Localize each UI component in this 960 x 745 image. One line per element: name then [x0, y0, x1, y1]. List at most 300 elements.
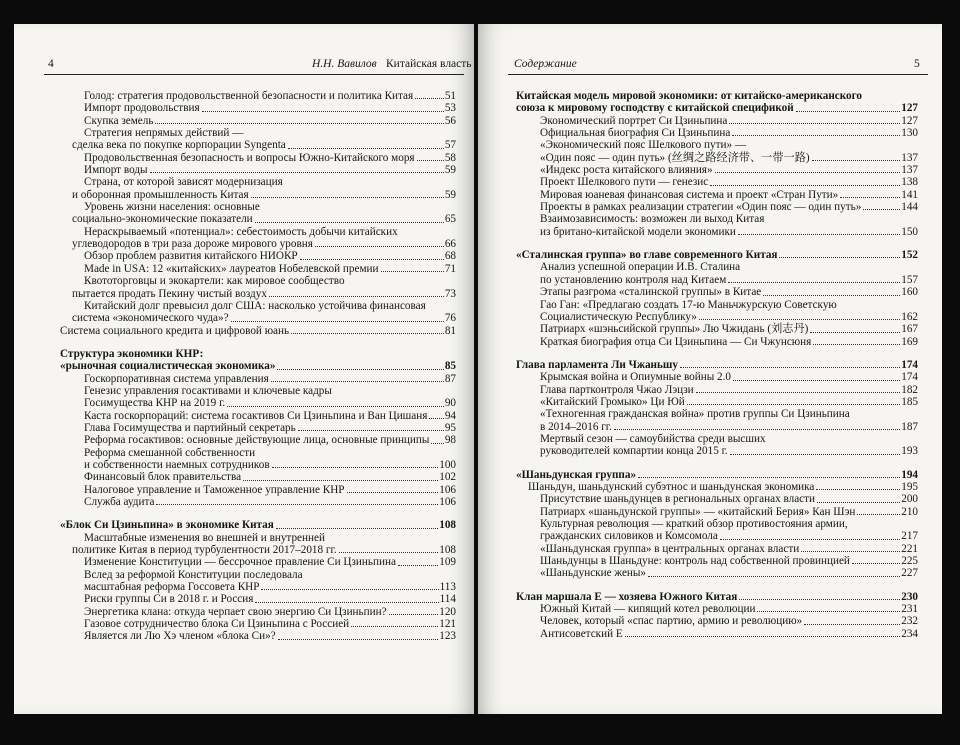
toc-entry-title: «Один пояс — один путь» (丝绸之路经济带、一带一路) — [540, 151, 810, 164]
toc-entry-title: Патриарх «шаньдунской группы» — «китайский Берия» Кан Шэн — [540, 505, 856, 518]
dot-leader — [739, 599, 900, 600]
toc-entry — [60, 581, 456, 593]
toc-entry — [60, 139, 456, 151]
toc-entry — [516, 408, 918, 420]
dot-leader — [277, 369, 443, 370]
dot-leader — [757, 611, 900, 612]
dot-leader — [733, 380, 900, 381]
toc-entry-title: Импорт воды — [84, 164, 148, 177]
toc-section-heading — [516, 90, 918, 102]
toc-entry-title: Квототорговцы и экокартели: как мировое сообщество — [84, 275, 345, 288]
dot-leader — [648, 576, 900, 577]
toc-entry-title: Взаимозависимость: возможен ли выход Китая — [540, 213, 765, 226]
toc-page-number: 106 — [439, 496, 456, 508]
toc-entry — [516, 201, 918, 213]
dot-leader — [276, 528, 438, 529]
toc-entry — [60, 127, 456, 139]
left-page-number: 4 — [48, 58, 54, 70]
dot-leader — [730, 454, 900, 455]
toc-page-number: 152 — [901, 249, 918, 262]
toc-page-number: 102 — [439, 471, 456, 484]
toc-entry-title: «Индекс роста китайского влияния» — [540, 164, 713, 177]
toc-entry-title: Газовое сотрудничество блока Си Цзиньпина с Россией — [84, 618, 350, 631]
toc-entry-title: Китайская модель мировой экономики: от китайско-американского — [516, 90, 863, 102]
dot-leader — [351, 626, 438, 627]
toc-entry — [60, 300, 456, 312]
dot-leader — [291, 333, 444, 334]
toc-entry — [60, 434, 456, 446]
toc-section-heading — [516, 591, 918, 603]
dot-leader — [738, 234, 900, 235]
toc-entry-title: «Сталинская группа» во главе современного Китая — [516, 249, 778, 262]
dot-leader — [796, 111, 901, 112]
toc-page-number: 127 — [901, 102, 918, 115]
dot-leader — [732, 135, 900, 136]
section-gap — [60, 337, 456, 348]
dot-leader — [779, 257, 900, 258]
toc-page-number: 73 — [444, 287, 456, 300]
toc-entry-title: Импорт продовольствия — [84, 102, 200, 115]
toc-entry-title: политике Китая в период турбулентности 2017–2018 гг. — [72, 544, 337, 557]
toc-page-number: 234 — [901, 627, 918, 640]
toc-page-number: 85 — [444, 360, 456, 373]
toc-entry — [60, 385, 456, 397]
toc-entry-title: Госкорпоративная система управления — [84, 372, 269, 385]
toc-entry-title: «Блок Си Цзиньпина» в экономике Китая — [60, 519, 274, 532]
toc-page-number: 51 — [444, 90, 456, 102]
toc-entry — [516, 189, 918, 201]
toc-entry — [60, 593, 456, 605]
dot-leader — [315, 246, 444, 247]
toc-entry — [60, 410, 456, 422]
toc-entry-title: сделка века по покупке корпорации Syngenta — [72, 139, 286, 152]
dot-leader — [389, 614, 439, 615]
toc-entry — [60, 189, 456, 201]
dot-leader — [202, 111, 444, 112]
toc-entry-title: Гао Ган: «Предлагаю создать 17-ю Маньчжурскую Советскую — [540, 298, 837, 311]
toc-entry-title: Краткая биография отца Си Цзиньпина — Си Чжунсюня — [540, 335, 812, 348]
toc-entry — [516, 396, 918, 408]
toc-entry — [60, 532, 456, 544]
dot-leader — [801, 551, 900, 552]
toc-entry-title: Госимущества КНР на 2019 г. — [84, 397, 226, 410]
toc-section-heading — [516, 469, 918, 481]
toc-entry — [516, 127, 918, 139]
dot-leader — [261, 589, 438, 590]
toc-page-number: 81 — [444, 324, 456, 337]
right-toc — [516, 90, 918, 640]
toc-page-number: 217 — [901, 530, 918, 543]
toc-entry — [516, 286, 918, 298]
section-gap — [516, 458, 918, 469]
toc-entry — [516, 445, 918, 457]
toc-entry-title: масштабная реформа Госсовета КНР — [84, 581, 260, 594]
dot-leader — [415, 98, 444, 99]
toc-page-number: 185 — [901, 395, 918, 408]
right-page — [478, 24, 942, 714]
section-gap — [516, 580, 918, 591]
dot-leader — [696, 392, 901, 393]
dot-leader — [269, 296, 444, 297]
toc-page-number: 127 — [901, 114, 918, 127]
left-page — [14, 24, 474, 714]
toc-entry-title: по установлению контроля над Китаем — [540, 273, 727, 286]
toc-entry — [60, 422, 456, 434]
dot-leader — [339, 552, 439, 553]
toc-page-number: 94 — [444, 409, 456, 422]
toc-page-number: 194 — [901, 468, 918, 481]
toc-entry — [60, 397, 456, 409]
toc-entry — [516, 481, 918, 493]
dot-leader — [813, 344, 900, 345]
toc-entry — [516, 226, 918, 238]
toc-entry — [60, 275, 456, 287]
toc-entry-title: Структура экономики КНР: — [60, 347, 204, 360]
toc-entry-title: и собственности наемных сотрудников — [84, 458, 270, 471]
toc-page-number: 57 — [444, 139, 456, 152]
toc-entry-title: Глава партконтроля Чжао Лэцзи — [540, 383, 694, 396]
toc-entry — [516, 493, 918, 505]
toc-entry — [60, 115, 456, 127]
toc-page-number: 120 — [439, 605, 456, 618]
toc-entry-title: Экономический портрет Си Цзиньпина — [540, 114, 728, 127]
toc-page-number: 167 — [901, 323, 918, 336]
left-header-title: Китайская власть — [386, 58, 472, 70]
section-gap — [60, 508, 456, 519]
toc-page-number: 59 — [444, 188, 456, 201]
toc-page-number: 225 — [901, 555, 918, 568]
toc-entry-title: Голод: стратегия продовольственной безопасности и политика Китая — [84, 90, 414, 102]
dot-leader — [298, 430, 444, 431]
toc-entry — [60, 176, 456, 188]
right-header-rule — [508, 74, 928, 75]
toc-entry-title: Скупка земель — [84, 114, 154, 127]
toc-entry-title: Генезис управления госактивами и ключевые кадры — [84, 384, 332, 397]
toc-entry-title: Каста госкорпораций: система госактивов Си Цзиньпина и Ван Цишаня — [84, 409, 428, 422]
toc-entry — [516, 555, 918, 567]
toc-entry — [60, 213, 456, 225]
toc-entry-title: Шаньдунцы в Шаньдуне: контроль над собственной провинцией — [540, 555, 850, 568]
toc-page-number: 68 — [444, 250, 456, 263]
toc-entry-title: Китайский долг превысил долг США: насколько устойчива финансовая — [84, 299, 426, 312]
dot-leader — [251, 197, 444, 198]
toc-entry-title: Человек, который «спас партию, армию и революцию» — [540, 615, 803, 628]
toc-entry-title: углеводородов в три раза дороже мирового уровня — [72, 238, 313, 251]
toc-entry — [60, 312, 456, 324]
toc-entry — [60, 201, 456, 213]
dot-leader — [699, 319, 900, 320]
toc-entry-title: система «экономического чуда»? — [72, 312, 229, 325]
toc-entry — [60, 471, 456, 483]
toc-page-number: 100 — [439, 458, 456, 471]
toc-entry — [516, 518, 918, 530]
toc-section-heading — [516, 102, 918, 114]
dot-leader — [638, 477, 900, 478]
toc-entry — [516, 261, 918, 273]
toc-page-number: 108 — [439, 544, 456, 557]
toc-entry-title: Крымская война и Опиумные войны 2.0 — [540, 371, 732, 384]
toc-page-number: 174 — [901, 358, 918, 371]
toc-page-number: 174 — [901, 371, 918, 384]
toc-page-number: 137 — [901, 164, 918, 177]
toc-entry — [60, 618, 456, 630]
toc-entry-title: и оборонная промышленность Китая — [72, 188, 249, 201]
dot-leader — [272, 467, 439, 468]
toc-page-number: 221 — [901, 542, 918, 555]
toc-page-number: 138 — [901, 176, 918, 189]
toc-entry — [60, 90, 456, 102]
toc-entry — [516, 421, 918, 433]
toc-entry-title: Присутствие шаньдунцев в региональных органах власти — [540, 493, 816, 506]
toc-entry — [516, 115, 918, 127]
toc-page-number: 53 — [444, 102, 456, 115]
toc-entry — [516, 384, 918, 396]
toc-page-number: 227 — [901, 567, 918, 580]
dot-leader — [728, 282, 900, 283]
toc-entry-title: Южный Китай — кипящий котел революции — [540, 603, 756, 616]
toc-page-number: 193 — [901, 445, 918, 458]
toc-entry-title: Глава парламента Ли Чжаньшу — [516, 358, 678, 371]
toc-entry — [60, 606, 456, 618]
left-toc — [60, 90, 456, 643]
right-page-number: 5 — [914, 58, 920, 70]
toc-entry-title: Антисоветский Е — [540, 627, 623, 640]
dot-leader — [271, 381, 444, 382]
dot-leader — [398, 565, 438, 566]
toc-page-number: 157 — [901, 273, 918, 286]
toc-entry — [60, 263, 456, 275]
toc-section-heading — [60, 348, 456, 360]
dot-leader — [710, 185, 900, 186]
toc-entry-title: Риски группы Си в 2018 г. и Россия — [84, 593, 254, 606]
toc-page-number: 66 — [444, 238, 456, 251]
toc-entry-title: Уровень жизни населения: основные — [84, 201, 260, 214]
dot-leader — [680, 367, 900, 368]
dot-leader — [243, 480, 438, 481]
toc-entry — [60, 569, 456, 581]
toc-entry — [516, 603, 918, 615]
toc-page-number: 130 — [901, 127, 918, 140]
toc-entry-title: Клан маршала Е — хозяева Южного Китая — [516, 590, 738, 603]
toc-page-number: 56 — [444, 114, 456, 127]
toc-entry-title: Налоговое управление и Таможенное управление КНР — [84, 483, 345, 496]
toc-section-heading — [60, 360, 456, 372]
toc-page-number: 195 — [901, 480, 918, 493]
toc-entry-title: Служба аудита — [84, 496, 155, 508]
toc-entry-title: Глава Госимущества и партийный секретарь — [84, 421, 296, 434]
toc-page-number: 113 — [439, 581, 456, 594]
toc-entry-title: руководителей компартии конца 2015 г. — [540, 445, 728, 458]
toc-entry — [60, 238, 456, 250]
toc-entry — [60, 102, 456, 114]
toc-page-number: 65 — [444, 213, 456, 226]
toc-page-number: 76 — [444, 312, 456, 325]
toc-entry — [60, 152, 456, 164]
dot-leader — [840, 197, 900, 198]
dot-leader — [381, 271, 444, 272]
toc-entry-title: «Китайский Громыко» Ци Юй — [540, 395, 685, 408]
toc-page-number: 87 — [444, 372, 456, 385]
toc-entry-title: Обзор проблем развития китайского НИОКР — [84, 250, 298, 263]
toc-entry-title: Финансовый блок правительства — [84, 471, 242, 484]
dot-leader — [300, 259, 444, 260]
toc-entry — [516, 139, 918, 151]
dot-leader — [715, 172, 901, 173]
toc-entry-title: Изменение Конституции — бессрочное правление Си Цзиньпина — [84, 556, 396, 569]
toc-entry-title: Культурная революция — краткий обзор противостояния армии, — [540, 518, 848, 530]
dot-leader — [150, 172, 444, 173]
toc-page-number: 58 — [444, 151, 456, 164]
toc-page-number: 109 — [439, 556, 456, 569]
toc-page-number: 187 — [901, 420, 918, 433]
toc-entry — [516, 323, 918, 335]
toc-page-number: 182 — [901, 383, 918, 396]
toc-page-number: 137 — [901, 151, 918, 164]
toc-page-number: 95 — [444, 421, 456, 434]
toc-entry-title: «Шаньдунская группа» в центральных органах власти — [540, 542, 800, 555]
toc-page-number: 230 — [901, 590, 918, 603]
toc-entry-title: Мертвый сезон — самоубийства среди высших — [540, 432, 766, 445]
toc-page-number: 144 — [901, 201, 918, 214]
toc-entry — [516, 567, 918, 579]
dot-leader — [863, 209, 900, 210]
toc-entry-title: из британо-китайской модели экономики — [540, 225, 736, 238]
dot-leader — [852, 563, 900, 564]
dot-leader — [255, 222, 444, 223]
toc-entry-title: Вслед за реформой Конституции последовала — [84, 568, 303, 581]
toc-entry-title: Стратегия непрямых действий — — [84, 127, 244, 140]
dot-leader — [155, 123, 443, 124]
toc-entry — [516, 615, 918, 627]
toc-entry — [516, 213, 918, 225]
toc-entry — [60, 288, 456, 300]
toc-entry-title: Является ли Лю Хэ членом «блока Си»? — [84, 630, 276, 643]
right-header-title: Содержание — [514, 58, 577, 70]
toc-entry-title: гражданских силовиков и Комсомола — [540, 530, 718, 543]
dot-leader — [816, 489, 900, 490]
toc-entry-title: Реформа смешанной собственности — [84, 446, 256, 459]
toc-entry — [60, 459, 456, 471]
toc-entry-title: Патриарх «шэньсийской группы» Лю Чжидань (刘志丹) — [540, 323, 809, 336]
toc-page-number: 114 — [439, 593, 456, 606]
toc-entry — [516, 371, 918, 383]
toc-page-number: 150 — [901, 225, 918, 238]
toc-entry-title: Нераскрываемый «потенциал»: себестоимость добычи китайских — [84, 225, 398, 238]
toc-entry-title: «Шаньдунская группа» — [516, 468, 637, 481]
toc-entry — [60, 325, 456, 337]
toc-entry — [60, 484, 456, 496]
toc-section-heading — [516, 359, 918, 371]
toc-entry-title: Проект Шелкового пути — генезис — [540, 176, 709, 189]
toc-entry-title: Реформа госактивов: основные действующие лица, основные принципы — [84, 434, 430, 447]
toc-entry-title: союза к мировому господству с китайской спецификой — [516, 102, 794, 115]
toc-section-heading — [516, 249, 918, 261]
toc-page-number: 59 — [444, 164, 456, 177]
dot-leader — [812, 160, 901, 161]
toc-entry — [60, 496, 456, 508]
toc-page-number: 98 — [444, 434, 456, 447]
toc-entry — [60, 164, 456, 176]
dot-leader — [804, 624, 900, 625]
toc-entry-title: Страна, от которой зависят модернизация — [84, 176, 283, 189]
toc-section-heading — [60, 519, 456, 531]
toc-entry — [516, 164, 918, 176]
dot-leader — [614, 429, 900, 430]
dot-leader — [417, 160, 444, 161]
toc-entry-title: Шаньдун, шаньдунский субэтнос и шаньдунская экономика — [528, 480, 815, 493]
toc-entry-title: «Шаньдунские жены» — [540, 567, 647, 580]
toc-entry — [60, 250, 456, 262]
toc-page-number: 200 — [901, 493, 918, 506]
section-gap — [516, 348, 918, 359]
toc-entry — [60, 630, 456, 642]
left-header-rule — [44, 74, 464, 75]
toc-entry-title: Мировая юаневая финансовая система и проект «Стран Пути» — [540, 188, 839, 201]
dot-leader — [278, 639, 439, 640]
toc-entry — [516, 628, 918, 640]
toc-entry-title: Официальная биография Си Цзиньпина — [540, 127, 731, 140]
dot-leader — [763, 295, 900, 296]
toc-entry — [516, 274, 918, 286]
toc-entry-title: Проекты в рамках реализации стратегии «Один пояс — один путь» — [540, 201, 862, 214]
toc-page-number: 169 — [901, 335, 918, 348]
toc-entry — [516, 299, 918, 311]
dot-leader — [255, 602, 438, 603]
toc-entry-title: Этапы разгрома «сталинской группы» в Китае — [540, 286, 762, 299]
dot-leader — [429, 418, 443, 419]
dot-leader — [817, 502, 900, 503]
dot-leader — [347, 492, 439, 493]
toc-entry-title: Система социального кредита и цифровой юань — [60, 324, 290, 337]
toc-entry-title: Made in USA: 12 «китайских» лауреатов Нобелевской премии — [84, 262, 379, 275]
dot-leader — [729, 123, 900, 124]
dot-leader — [720, 539, 900, 540]
toc-entry-title: пытается продать Пекину чистый воздух — [72, 287, 267, 300]
toc-entry — [60, 226, 456, 238]
toc-entry-title: Масштабные изменения во внешней и внутренней — [84, 531, 325, 544]
toc-entry-title: социально-экономические показатели — [72, 213, 253, 226]
toc-page-number: 141 — [901, 188, 918, 201]
toc-entry — [516, 543, 918, 555]
toc-entry-title: Социалистическую Республику» — [540, 310, 697, 323]
dot-leader — [431, 443, 443, 444]
dot-leader — [625, 636, 901, 637]
toc-entry — [516, 336, 918, 348]
toc-page-number: 210 — [901, 505, 918, 518]
toc-page-number: 121 — [439, 618, 456, 631]
toc-page-number: 106 — [439, 483, 456, 496]
dot-leader — [288, 148, 444, 149]
toc-page-number: 108 — [439, 519, 456, 532]
toc-page-number: 232 — [901, 615, 918, 628]
dot-leader — [227, 406, 444, 407]
toc-entry — [516, 152, 918, 164]
dot-leader — [687, 404, 900, 405]
toc-entry — [516, 176, 918, 188]
dot-leader — [810, 332, 900, 333]
toc-page-number: 160 — [901, 286, 918, 299]
toc-entry — [516, 506, 918, 518]
dot-leader — [857, 514, 900, 515]
toc-page-number: 162 — [901, 310, 918, 323]
section-gap — [516, 238, 918, 249]
toc-page-number: 231 — [901, 603, 918, 616]
toc-entry — [516, 433, 918, 445]
toc-entry-title: «рыночная социалистическая экономика» — [60, 360, 276, 373]
toc-entry-title: Анализ успешной операции И.В. Сталина — [540, 261, 741, 274]
dot-leader — [156, 504, 438, 505]
toc-entry — [60, 447, 456, 459]
